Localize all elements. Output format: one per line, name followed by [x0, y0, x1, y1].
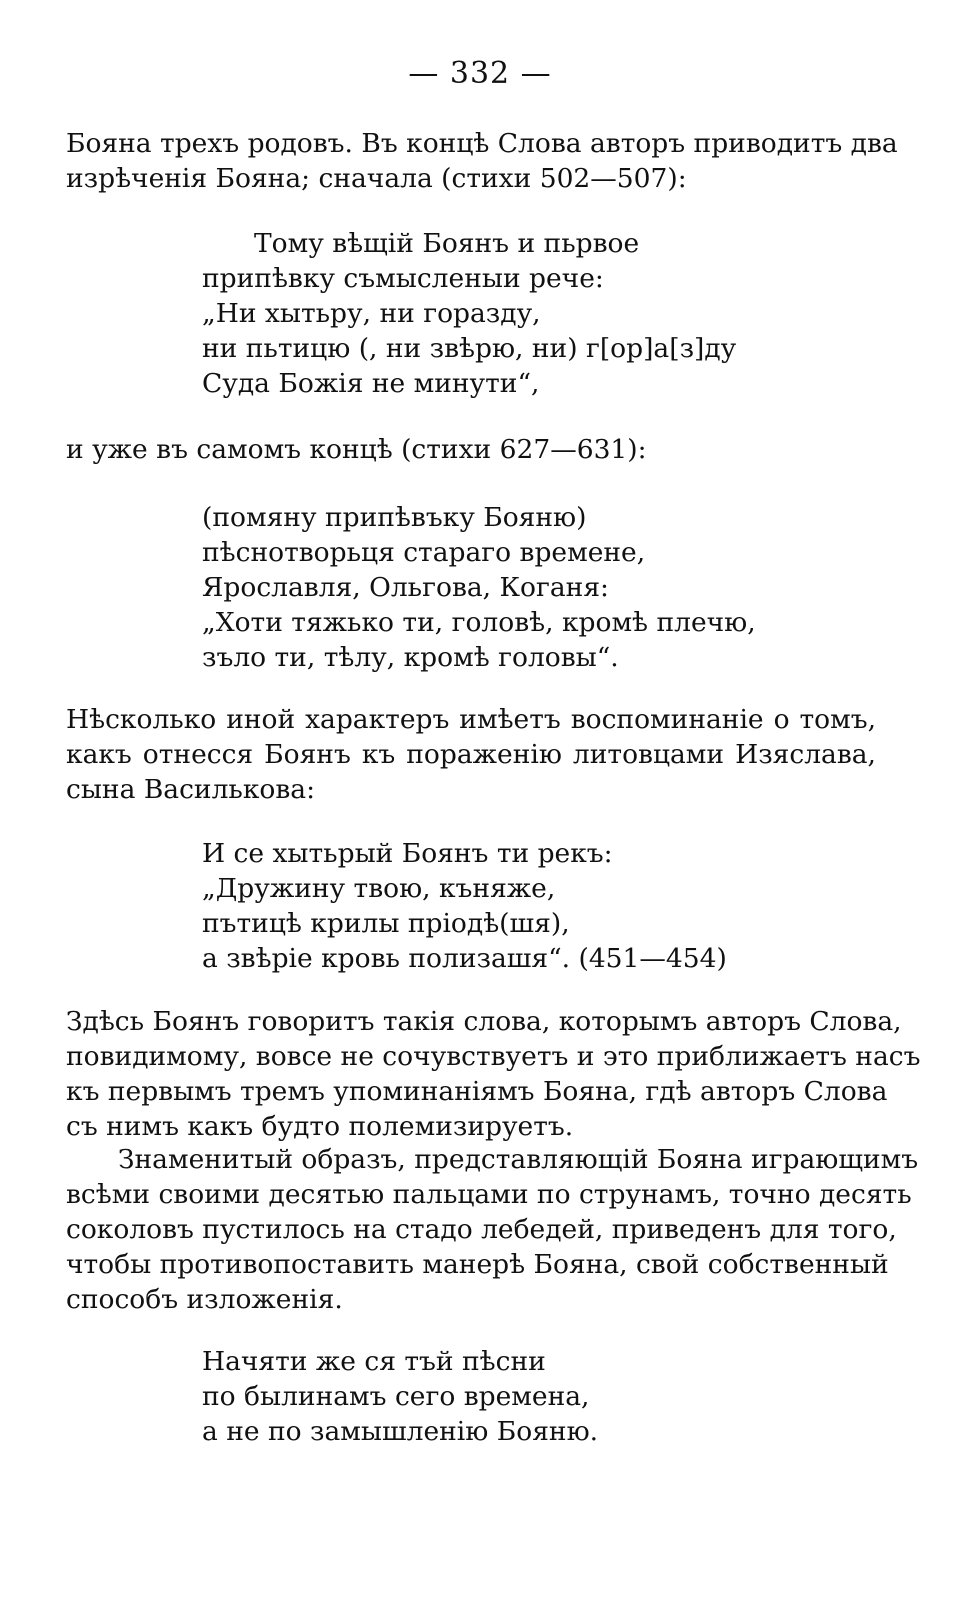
- verse-line: пѣснотворьця стараго времене,: [202, 537, 646, 568]
- verse-line: (помяну припѣвъку Бояню): [202, 502, 587, 533]
- verse-line: пътицѣ крилы пріодѣ(шя),: [202, 908, 570, 939]
- text-line: Знаменитый образъ, представляющій Бояна играющимъ: [118, 1144, 919, 1175]
- text-line: къ первымъ тремъ упоминаніямъ Бояна, гдѣ авторъ Слова: [66, 1076, 888, 1107]
- text-line: и уже въ самомъ концѣ (стихи 627—631):: [66, 434, 647, 465]
- verse-line: припѣвку съмысленыи рече:: [202, 263, 604, 294]
- text-line: соколовъ пустилось на стадо лебедей, приведенъ для того,: [66, 1214, 897, 1245]
- text-line: Здѣсь Боянъ говоритъ такія слова, которымъ авторъ Слова,: [66, 1006, 902, 1037]
- paragraph-2: [66, 432, 876, 467]
- verse-line: „Хоти тяжько ти, головѣ, кромѣ плечю,: [202, 607, 756, 638]
- verse-line: Суда Божія не минути“,: [202, 368, 540, 399]
- verse-line: а звѣріе кровь полизашя“. (451—454): [202, 943, 727, 974]
- text-line: Бояна трехъ родовъ. Въ концѣ Слова авторъ приводитъ два: [66, 128, 898, 159]
- text-line: способъ изложенія.: [66, 1284, 343, 1315]
- verse-quote-3: [202, 836, 727, 976]
- page-number: — 332 —: [408, 56, 552, 91]
- verse-line: Тому вѣщій Боянъ и пьрвое: [254, 228, 640, 259]
- verse-line: „Дружину твою, къняже,: [202, 873, 556, 904]
- verse-line: Ярославля, Ольгова, Коганя:: [202, 572, 609, 603]
- verse-line: ни пьтицю (, ни звѣрю, ни) г[ор]а[з]ду: [202, 333, 737, 364]
- verse-quote-1: [202, 226, 736, 401]
- paragraph-4: [66, 1004, 921, 1144]
- verse-line: И се хытьрый Боянъ ти рекъ:: [202, 838, 613, 869]
- paragraph-3: [66, 702, 876, 807]
- text-line: какъ отнесся Боянъ къ пораженію литовцами Изяслава,: [66, 739, 876, 770]
- text-line: повидимому, вовсе не сочувствуетъ и это приближаетъ насъ: [66, 1041, 921, 1072]
- verse-line: по былинамъ сего времена,: [202, 1381, 590, 1412]
- verse-line: зъло ти, тѣлу, кромѣ головы“.: [202, 642, 619, 673]
- text-line: сына Василькова:: [66, 774, 316, 805]
- paragraph-1: [66, 126, 898, 196]
- paragraph-5: [66, 1142, 919, 1317]
- text-line: всѣми своими десятью пальцами по струнамъ, точно десять: [66, 1179, 912, 1210]
- verse-quote-4: [202, 1344, 598, 1449]
- verse-line: а не по замышленію Бояню.: [202, 1416, 599, 1447]
- text-line: изрѣченія Бояна; сначала (стихи 502—507):: [66, 163, 687, 194]
- verse-line: Начяти же ся тъй пѣсни: [202, 1346, 546, 1377]
- text-line: съ нимъ какъ будто полемизируетъ.: [66, 1111, 574, 1142]
- verse-quote-2: [202, 500, 756, 675]
- text-line: Нѣсколько иной характеръ имѣетъ воспоминаніе о томъ,: [66, 704, 876, 735]
- verse-line: „Ни хытьру, ни горазду,: [202, 298, 541, 329]
- text-line: чтобы противопоставить манерѣ Бояна, свой собственный: [66, 1249, 889, 1280]
